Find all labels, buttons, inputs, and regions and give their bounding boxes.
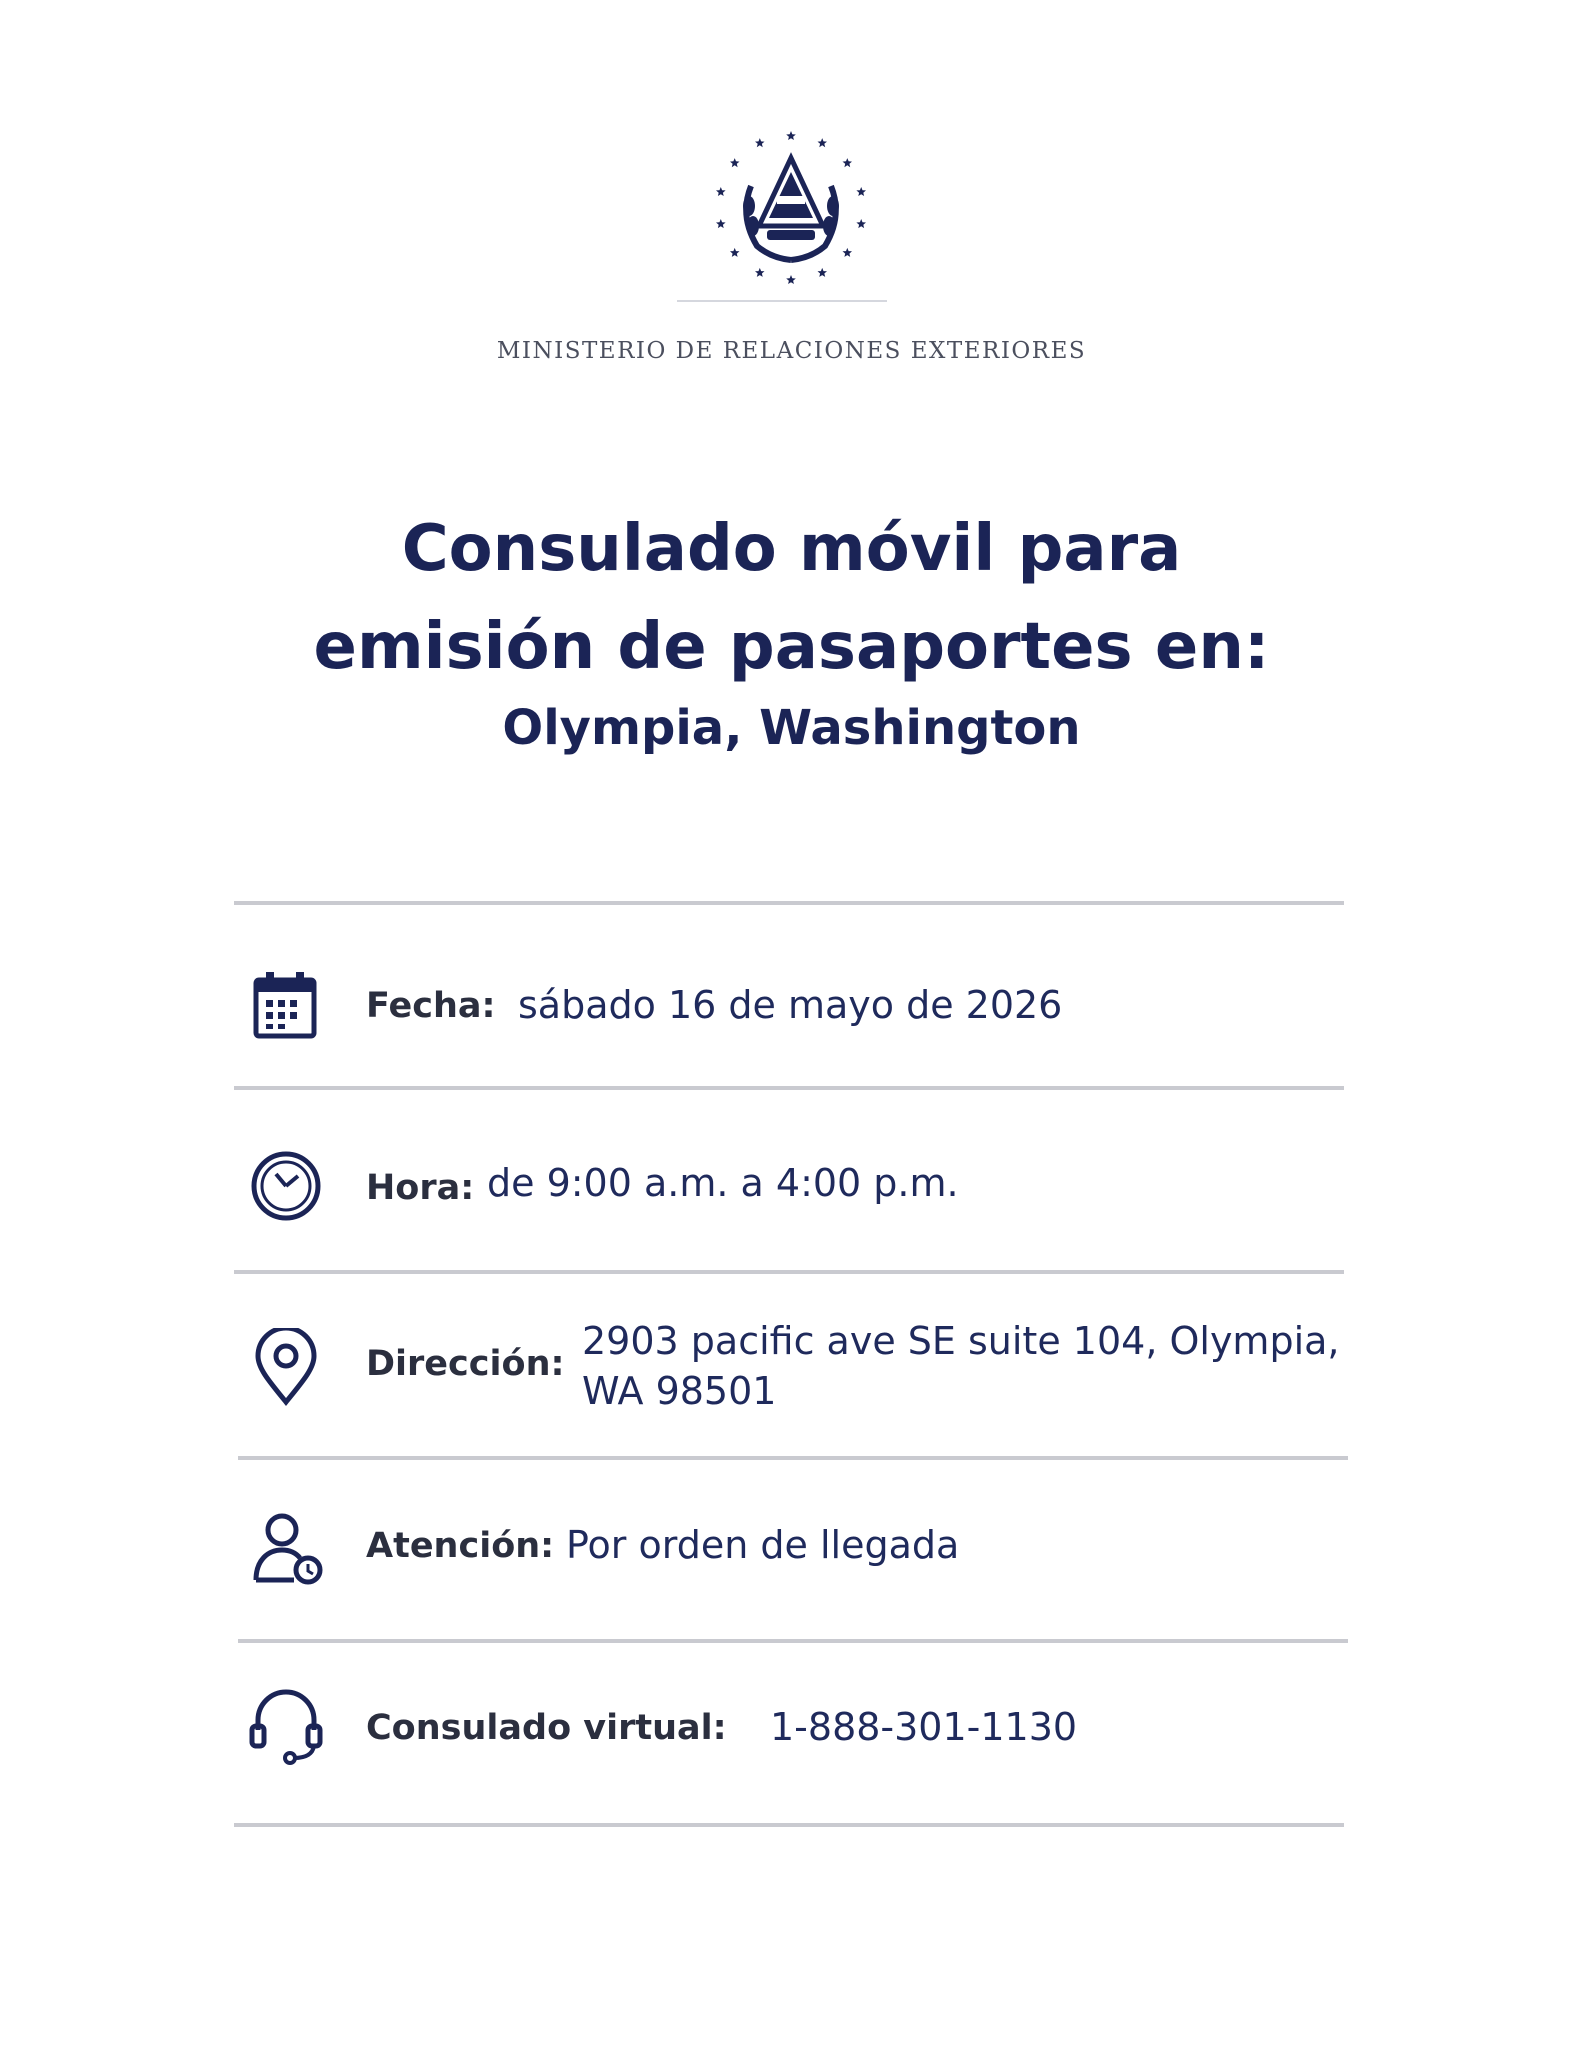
divider-3	[238, 1456, 1348, 1460]
emblem-star	[730, 158, 740, 167]
divider-4	[238, 1639, 1348, 1643]
user-clock-icon	[250, 1508, 330, 1588]
emblem-star	[716, 219, 726, 228]
time-value: de 9:00 a.m. a 4:00 p.m.	[487, 1161, 959, 1205]
attention-value: Por orden de llegada	[566, 1523, 960, 1567]
emblem-star	[786, 275, 796, 284]
title-line-1: Consulado móvil para	[401, 512, 1182, 586]
emblem-star	[856, 219, 866, 228]
address-line-2: WA 98501	[582, 1369, 777, 1413]
date-label: Fecha:	[366, 986, 496, 1026]
headset-icon	[246, 1686, 326, 1766]
coat-of-arms-icon	[691, 126, 891, 296]
virtual-consulate-phone: 1-888-301-1130	[770, 1705, 1078, 1749]
divider-top	[234, 901, 1344, 905]
divider-2	[234, 1270, 1344, 1274]
page-title	[0, 500, 1583, 696]
emblem-star	[716, 187, 726, 196]
ministry-name: MINISTERIO DE RELACIONES EXTERIORES	[496, 338, 1087, 364]
title-line-2: emisión de pasaportes en:	[313, 610, 1270, 684]
emblem-star	[786, 131, 796, 140]
divider-bottom	[234, 1823, 1344, 1827]
date-value: sábado 16 de mayo de 2026	[518, 983, 1063, 1027]
emblem-star	[818, 268, 828, 277]
emblem-divider	[677, 300, 887, 302]
clock-icon	[246, 1146, 326, 1226]
emblem-star	[843, 248, 853, 257]
emblem-star	[856, 187, 866, 196]
emblem-star	[755, 138, 765, 147]
virtual-consulate-label: Consulado virtual:	[366, 1708, 727, 1748]
address-line-1: 2903 pacific ave SE suite 104, Olympia,	[582, 1319, 1340, 1363]
address-label: Dirección:	[366, 1344, 565, 1384]
address-value	[582, 1316, 1340, 1416]
location-pin-icon	[246, 1328, 326, 1408]
emblem-star	[818, 138, 828, 147]
divider-1	[234, 1086, 1344, 1090]
emblem-star	[730, 248, 740, 257]
location-title: Olympia, Washington	[502, 700, 1081, 756]
emblem-star	[843, 158, 853, 167]
time-label: Hora:	[366, 1168, 475, 1208]
calendar-icon	[246, 968, 326, 1048]
emblem-star	[755, 268, 765, 277]
attention-label: Atención:	[366, 1526, 555, 1566]
